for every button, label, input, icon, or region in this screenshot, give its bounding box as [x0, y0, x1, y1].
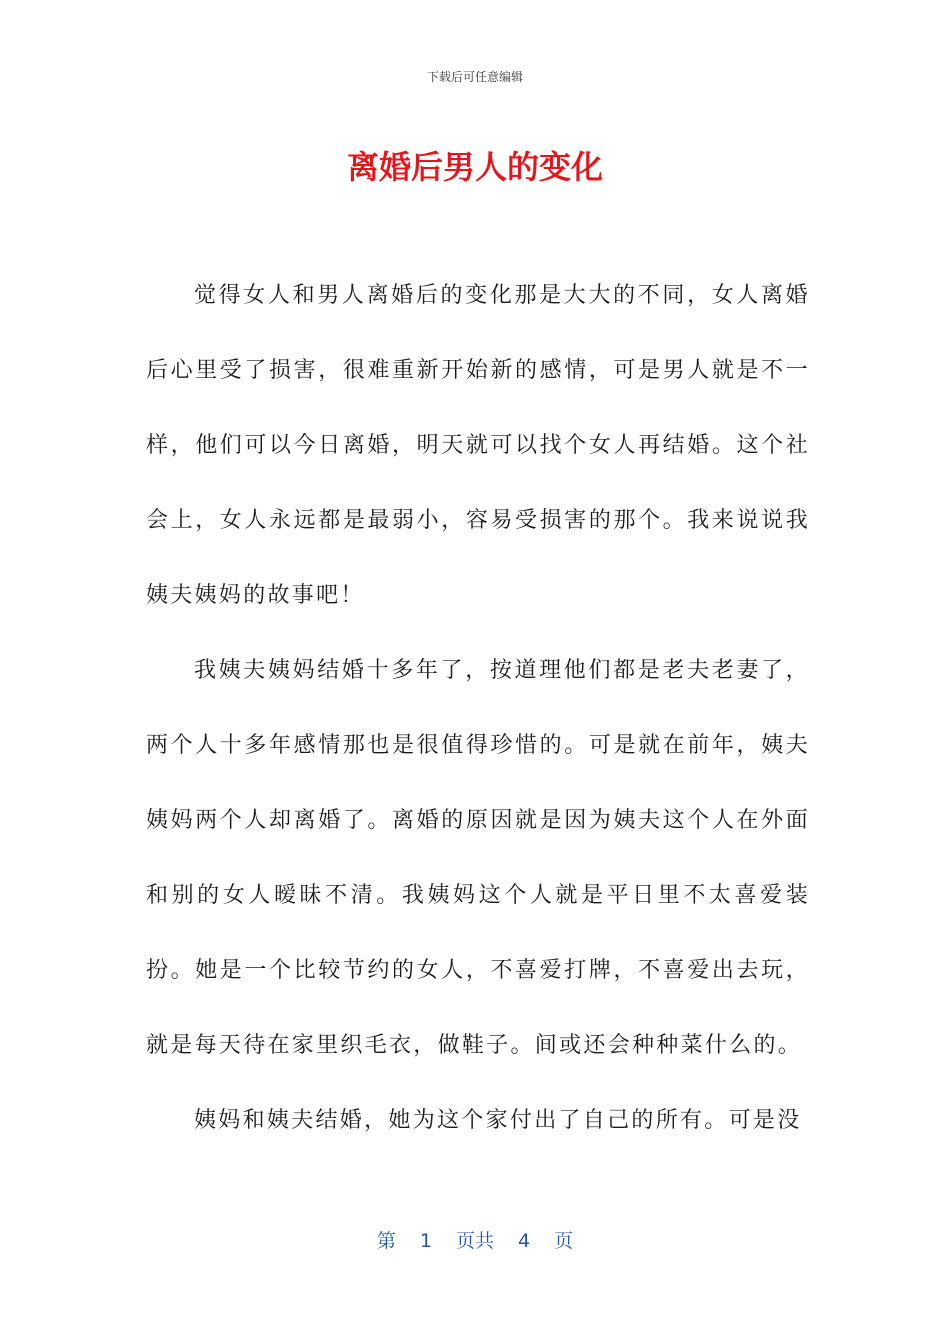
page-label-suffix: 页 [554, 1230, 574, 1252]
page-footer [0, 1226, 950, 1253]
paragraph-2: 我姨夫姨妈结婚十多年了，按道理他们都是老夫老妻了，两个人十多年感情那也是很值得珍惜的。可是就在前年，姨夫姨妈两个人却离婚了。离婚的原因就是因为姨夫这个人在外面和别的女人暧昧不清。我姨妈这个人就是平日里不太喜爱装扮。她是一个比较节约的女人，不喜爱打牌，不喜爱出去玩，就是每天待在家里织毛衣，做鞋子。间或还会种种菜什么的。 [146, 658, 810, 1058]
page-label-prefix: 第 [376, 1230, 396, 1252]
paragraph-1: 觉得女人和男人离婚后的变化那是大大的不同，女人离婚后心里受了损害，很难重新开始新的感情，可是男人就是不一样，他们可以今日离婚，明天就可以找个女人再结婚。这个社会上，女人永远都是最弱小，容易受损害的那个。我来说说我姨夫姨妈的故事吧！ [146, 283, 810, 608]
page-label-mid: 页共 [455, 1230, 494, 1252]
document-title: 离婚后男人的变化 [346, 148, 603, 186]
paragraph-3: 姨妈和姨夫结婚，她为这个家付出了自己的所有。可是没 [194, 1108, 802, 1133]
document-body [146, 258, 810, 1158]
total-pages-number: 4 [518, 1230, 531, 1252]
header-note: 下载后可任意编辑 [426, 70, 523, 84]
current-page-number: 1 [419, 1230, 432, 1252]
